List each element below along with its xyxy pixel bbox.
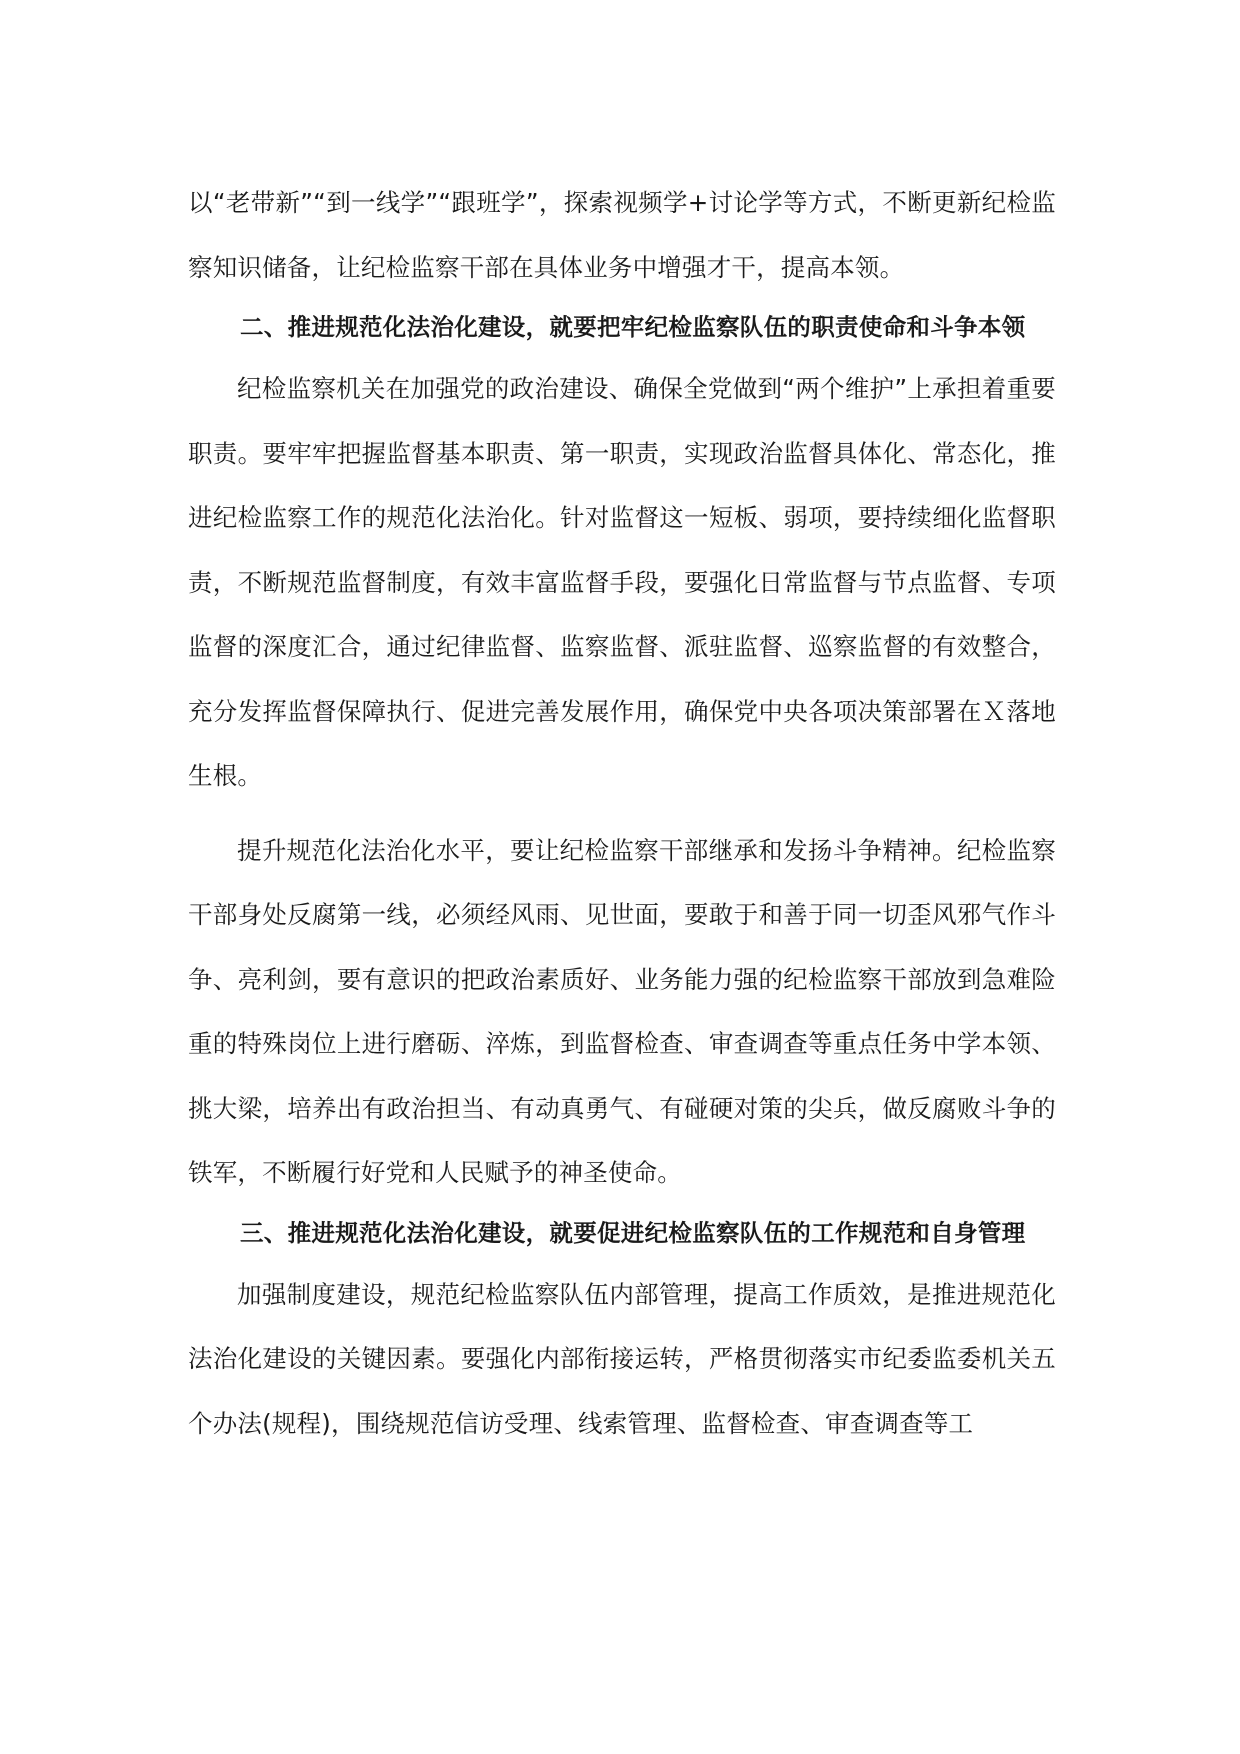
document-body [188, 171, 1056, 1456]
paragraph-institution-building: 加强制度建设，规范纪检监察队伍内部管理，提高工作质效，是推进规范化法治化建设的关键因素。要强化内部衔接运转，严格贯彻落实市纪委监委机关五个办法(规程)，围绕规范信访受理、线索管理、监督检查、审查调查等工 [188, 1279, 1056, 1438]
paragraph-gap [188, 809, 1056, 819]
section-heading-three: 三、推进规范化法治化建设，就要促进纪检监察队伍的工作规范和自身管理 [240, 1218, 1026, 1247]
paragraph-duties: 纪检监察机关在加强党的政治建设、确保全党做到“两个维护”上承担着重要职责。要牢牢把握监督基本职责、第一职责，实现政治监督具体化、常态化，推进纪检监察工作的规范化法治化。针对监督这一短板、弱项，要持续细化监督职责，不断规范监督制度，有效丰富监督手段，要强化日常监督与节点监督、专项监督的深度汇合，通过纪律监督、监察监督、派驻监督、巡察监督的有效整合，充分发挥监督保障执行、促进完善发展作用，确保党中央各项决策部署在Ｘ落地生根。 [188, 374, 1056, 790]
section-heading-two: 二、推进规范化法治化建设，就要把牢纪检监察队伍的职责使命和斗争本领 [240, 313, 1026, 341]
paragraph-struggle-spirit: 提升规范化法治化水平，要让纪检监察干部继承和发扬斗争精神。纪检监察干部身处反腐第一线，必须经风雨、见世面，要敢于和善于同一切歪风邪气作斗争、亮利剑，要有意识的把政治素质好、业务能力强的纪检监察干部放到急难险重的特殊岗位上进行磨砺、淬炼，到监督检查、审查调查等重点任务中学本领、挑大梁，培养出有政治担当、有动真勇气、有碰硬对策的尖兵，做反腐败斗争的铁军，不断履行好党和人民赋予的神圣使命。 [188, 835, 1056, 1187]
paragraph-continuation: 以“老带新”“到一线学”“跟班学”，探索视频学+讨论学等方式，不断更新纪检监察知识储备，让纪检监察干部在具体业务中增强才干，提高本领。 [188, 188, 1056, 282]
